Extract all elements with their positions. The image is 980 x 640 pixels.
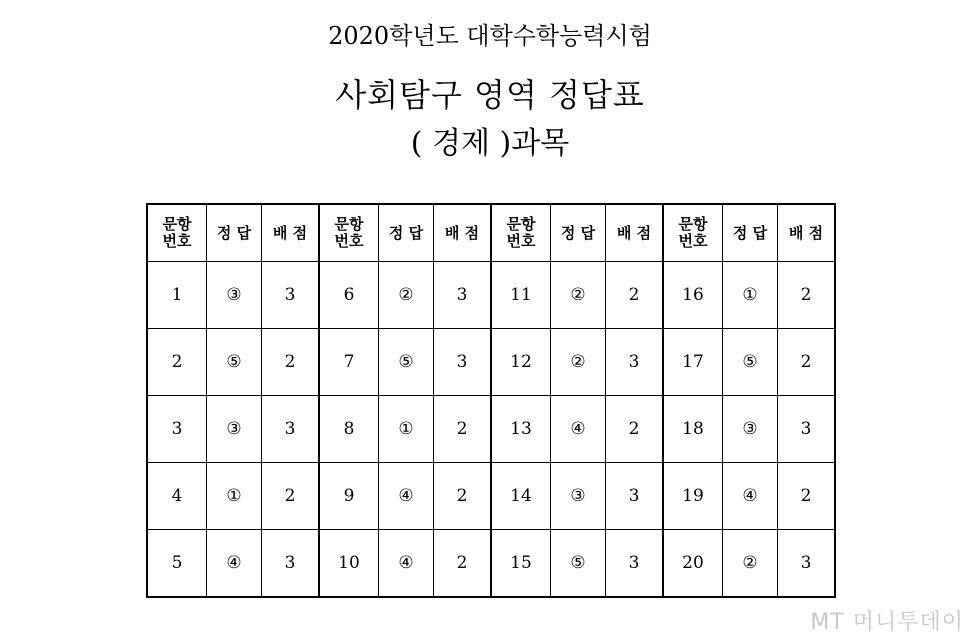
answer-cell: ④ (379, 463, 434, 530)
answer-table (146, 203, 836, 598)
answer-cell: ② (551, 329, 606, 396)
answer-cell: ② (723, 530, 778, 598)
col-header-points: 배 점 (606, 204, 664, 262)
points-cell: 3 (262, 396, 320, 463)
table-row (147, 262, 835, 329)
question-number: 12 (491, 329, 551, 396)
points-cell: 3 (434, 262, 492, 329)
col-header-number: 문항 번호 (147, 204, 207, 262)
answer-cell: ⑤ (723, 329, 778, 396)
question-number: 18 (663, 396, 723, 463)
question-number: 14 (491, 463, 551, 530)
answer-cell: ④ (723, 463, 778, 530)
answer-cell: ② (551, 262, 606, 329)
points-cell: 2 (606, 262, 664, 329)
question-number: 3 (147, 396, 207, 463)
points-cell: 3 (606, 530, 664, 598)
question-number: 6 (319, 262, 379, 329)
answer-cell: ③ (723, 396, 778, 463)
points-cell: 3 (434, 329, 492, 396)
answer-cell: ① (379, 396, 434, 463)
points-cell: 2 (778, 329, 836, 396)
points-cell: 2 (778, 262, 836, 329)
question-number: 7 (319, 329, 379, 396)
answer-cell: ④ (551, 396, 606, 463)
answer-cell: ④ (207, 530, 262, 598)
answer-cell: ① (207, 463, 262, 530)
col-header-number: 문항 번호 (491, 204, 551, 262)
question-number: 19 (663, 463, 723, 530)
table-row (147, 329, 835, 396)
question-number: 13 (491, 396, 551, 463)
answer-cell: ⑤ (551, 530, 606, 598)
question-number: 10 (319, 530, 379, 598)
points-cell: 3 (606, 329, 664, 396)
points-cell: 2 (262, 329, 320, 396)
answer-cell: ⑤ (379, 329, 434, 396)
col-header-number: 문항 번호 (663, 204, 723, 262)
question-number: 16 (663, 262, 723, 329)
points-cell: 2 (434, 463, 492, 530)
answer-cell: ① (723, 262, 778, 329)
subject-title: ( 경제 )과목 (410, 126, 570, 161)
col-header-answer: 정 답 (723, 204, 778, 262)
points-cell: 2 (434, 396, 492, 463)
answer-cell: ③ (551, 463, 606, 530)
table-row (147, 530, 835, 598)
answer-cell: ③ (207, 396, 262, 463)
col-header-number: 문항 번호 (319, 204, 379, 262)
col-header-points: 배 점 (778, 204, 836, 262)
col-header-answer: 정 답 (207, 204, 262, 262)
col-header-points: 배 점 (262, 204, 320, 262)
points-cell: 2 (434, 530, 492, 598)
question-number: 9 (319, 463, 379, 530)
question-number: 2 (147, 329, 207, 396)
points-cell: 3 (778, 396, 836, 463)
col-header-answer: 정 답 (551, 204, 606, 262)
col-header-answer: 정 답 (379, 204, 434, 262)
col-header-points: 배 점 (434, 204, 492, 262)
answer-cell: ④ (379, 530, 434, 598)
answer-cell: ⑤ (207, 329, 262, 396)
question-number: 8 (319, 396, 379, 463)
question-number: 11 (491, 262, 551, 329)
points-cell: 2 (262, 463, 320, 530)
points-cell: 3 (606, 463, 664, 530)
points-cell: 3 (262, 262, 320, 329)
table-row (147, 396, 835, 463)
exam-title: 2020학년도 대학수학능력시험 (328, 22, 652, 50)
points-cell: 2 (606, 396, 664, 463)
points-cell: 2 (778, 463, 836, 530)
question-number: 15 (491, 530, 551, 598)
question-number: 4 (147, 463, 207, 530)
watermark-logo: MT 머니투데이 (810, 610, 964, 635)
points-cell: 3 (778, 530, 836, 598)
table-row (147, 463, 835, 530)
question-number: 5 (147, 530, 207, 598)
question-number: 1 (147, 262, 207, 329)
question-number: 20 (663, 530, 723, 598)
table-header-row (147, 204, 835, 262)
answer-sheet-title: 사회탐구 영역 정답표 (335, 76, 645, 114)
question-number: 17 (663, 329, 723, 396)
answer-cell: ② (379, 262, 434, 329)
answer-cell: ③ (207, 262, 262, 329)
points-cell: 3 (262, 530, 320, 598)
